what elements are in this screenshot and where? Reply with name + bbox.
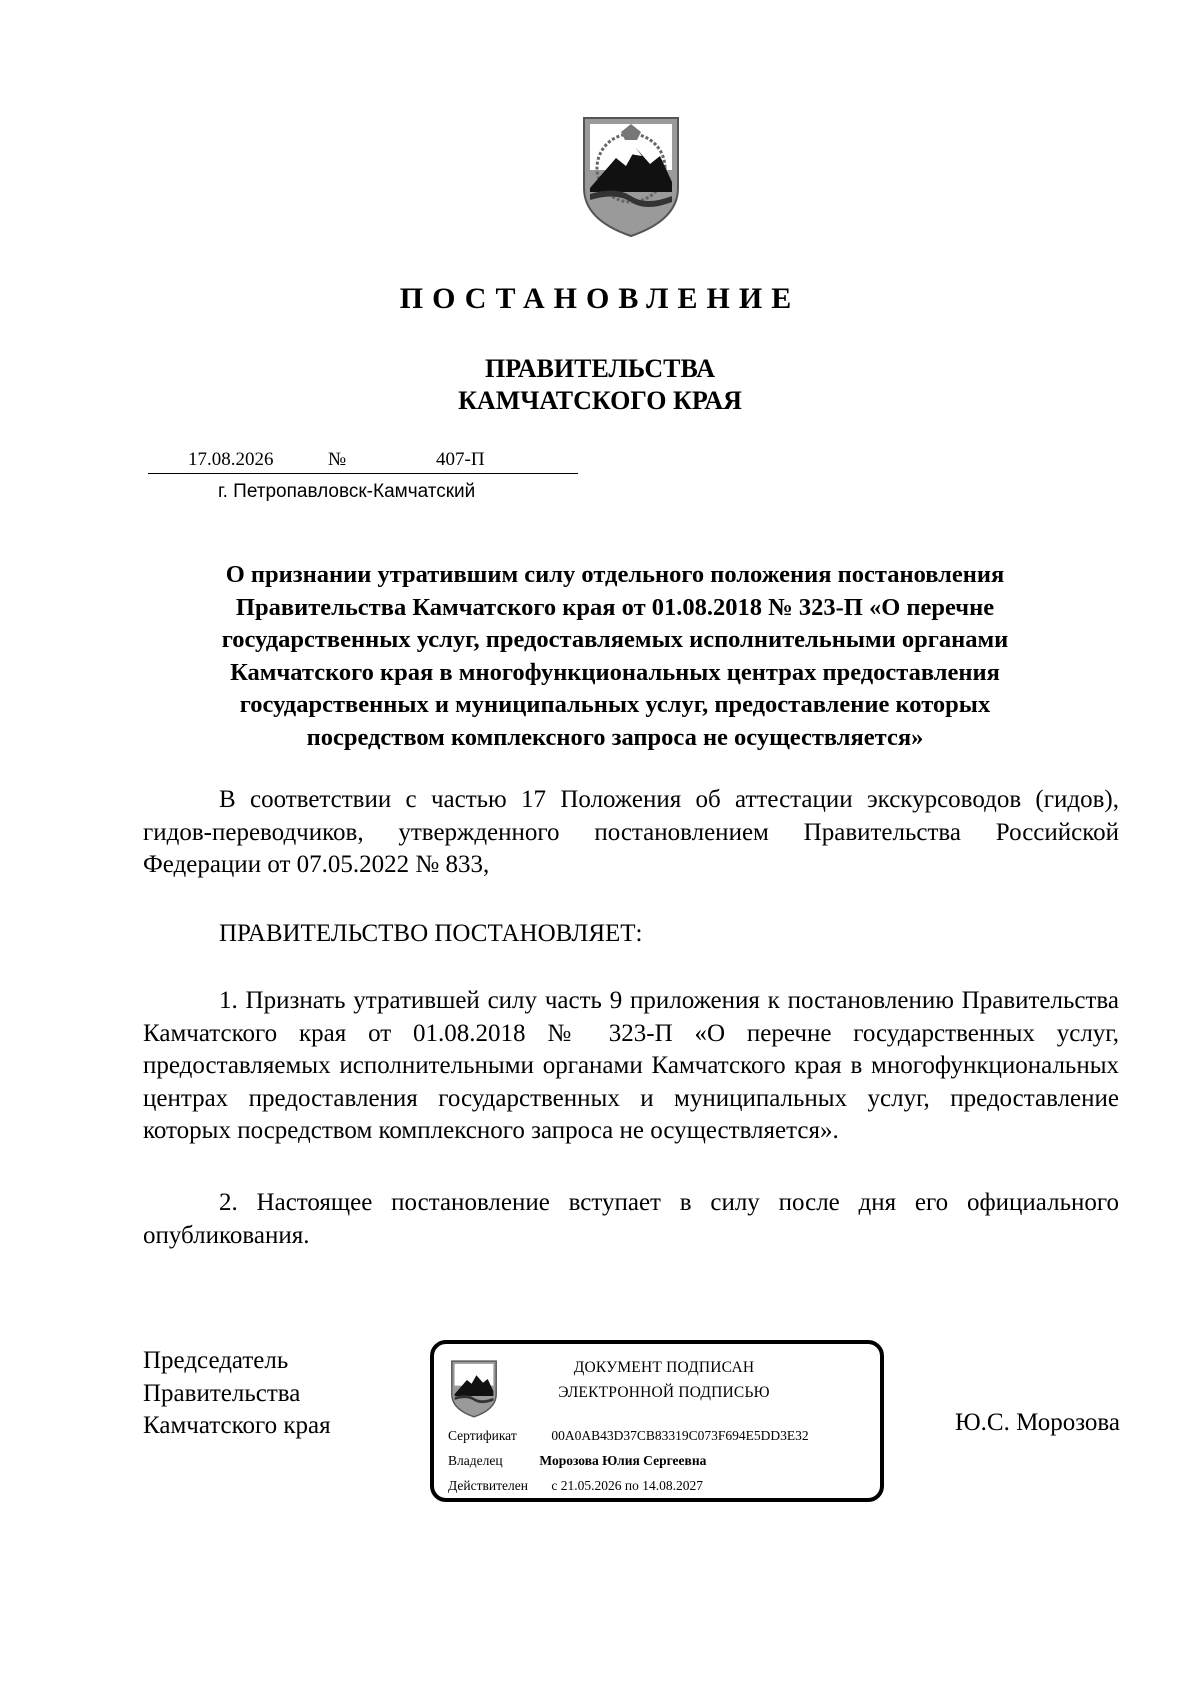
owner-row bbox=[448, 1453, 706, 1469]
title-line: государственных и муниципальных услуг, предоставление которых bbox=[239, 691, 991, 718]
item-1-paragraph: 1. Признать утратившей силу часть 9 приложения к постановлению Правительства Камчатского края от 01.08.2018 № 323-П «О перечне государственных услуг, предоставляемых исполнительными органами Камчатского края в многофункциональных центрах предоставления государственных и муниципальных услуг, предоставление которых посредством комплексного запроса не осуществляется». bbox=[143, 987, 1119, 1144]
document-date: 17.08.2026 bbox=[188, 449, 274, 470]
issuer-line-1: ПРАВИТЕЛЬСТВА bbox=[485, 354, 715, 383]
certificate-value: 00A0AB43D37CB83319C073F694E5DD3E32 bbox=[551, 1428, 809, 1443]
resolution-statement: ПРАВИТЕЛЬСТВО ПОСТАНОВЛЯЕТ: bbox=[219, 920, 643, 947]
preamble-paragraph: В соответствии с частью 17 Положения об аттестации экскурсоводов (гидов), гидов-переводчиков, утвержденного постановлением Правительства Российской Федерации от 07.05.2022 № 833, bbox=[143, 786, 1119, 878]
stamp-heading-1: ДОКУМЕНТ ПОДПИСАН bbox=[573, 1359, 755, 1376]
signer-position-line: Камчатского края bbox=[143, 1412, 331, 1439]
stamp-coat-of-arms-icon bbox=[448, 1356, 500, 1420]
issuer-line-2: КАМЧАТСКОГО КРАЯ bbox=[458, 386, 742, 415]
signer-position-line: Председатель bbox=[143, 1347, 289, 1374]
coat-of-arms-icon bbox=[576, 110, 686, 240]
document-number: 407-П bbox=[436, 449, 485, 470]
owner-label: Владелец bbox=[448, 1453, 503, 1468]
title-line: О признании утратившим силу отдельного положения постановления bbox=[225, 561, 1005, 588]
title-line: посредством комплексного запроса не осуществляется» bbox=[306, 723, 924, 751]
city-of-issue: г. Петропавловск-Камчатский bbox=[218, 481, 476, 502]
owner-value: Морозова Юлия Сергеевна bbox=[539, 1453, 707, 1468]
certificate-label: Сертификат bbox=[448, 1428, 517, 1443]
signer-position bbox=[143, 1345, 331, 1443]
validity-label: Действителен bbox=[448, 1478, 528, 1493]
signer-name: Ю.С. Морозова bbox=[954, 1409, 1120, 1436]
registration-line bbox=[148, 449, 578, 474]
title-line: государственных услуг, предоставляемых исполнительными органами bbox=[221, 626, 1009, 653]
number-sign: № bbox=[328, 449, 347, 470]
certificate-row bbox=[448, 1428, 809, 1444]
validity-value: с 21.05.2026 по 14.08.2027 bbox=[551, 1478, 703, 1493]
title-line: Правительства Камчатского края от 01.08.2018 № 323-П «О перечне bbox=[235, 593, 995, 621]
signer-position-line: Правительства bbox=[143, 1379, 301, 1407]
document-type-heading: ПОСТАНОВЛЕНИЕ bbox=[399, 282, 801, 315]
item-2-paragraph: 2. Настоящее постановление вступает в силу после дня его официального опубликования. bbox=[143, 1189, 1119, 1249]
stamp-heading-2: ЭЛЕКТРОННОЙ ПОДПИСЬЮ bbox=[558, 1384, 770, 1401]
electronic-signature-stamp bbox=[430, 1340, 884, 1502]
validity-row bbox=[448, 1478, 703, 1494]
title-line: Камчатского края в многофункциональных центрах предоставления bbox=[230, 658, 1000, 686]
document-title bbox=[150, 559, 1080, 754]
